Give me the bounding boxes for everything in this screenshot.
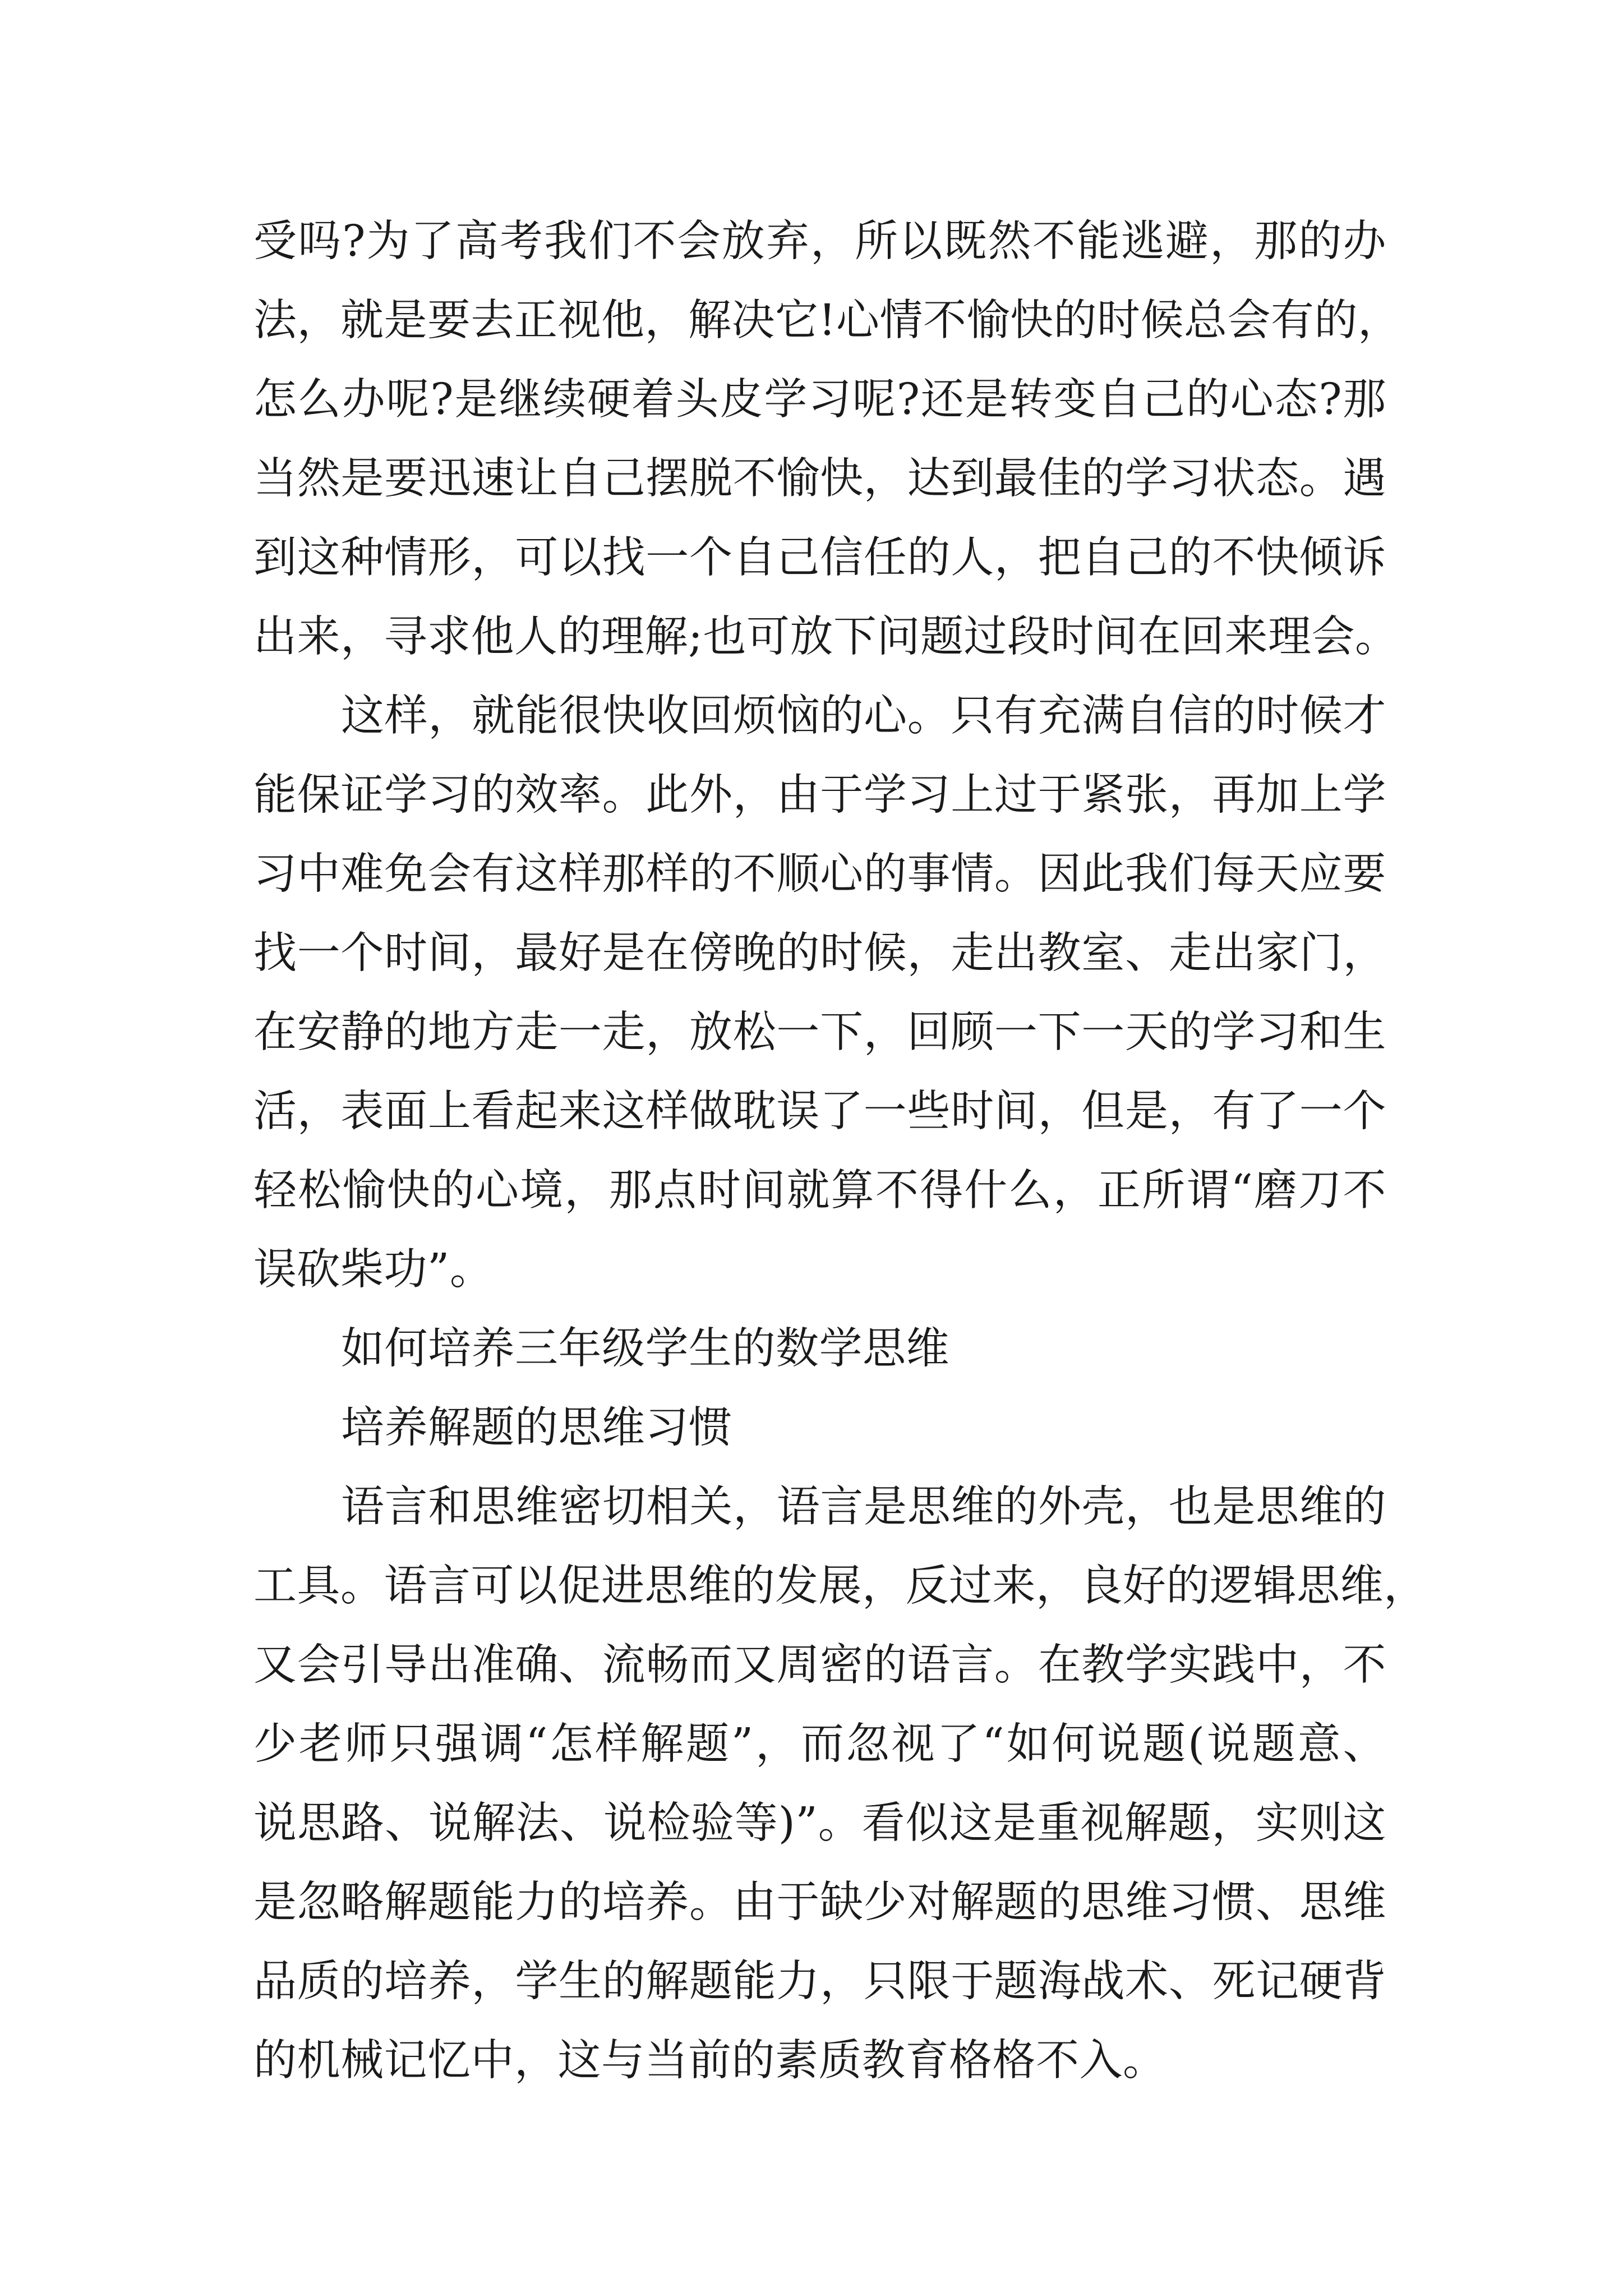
text-line: 又会引导出准确、流畅而又周密的语言。在教学实践中，不 (253, 1640, 1386, 1690)
text-line: 找一个时间，最好是在傍晚的时候，走出教室、走出家门， (253, 928, 1386, 978)
text-line: 习中难免会有这样那样的不顺心的事情。因此我们每天应要 (253, 849, 1386, 899)
text-line: 活，表面上看起来这样做耽误了一些时间，但是，有了一个 (253, 1087, 1386, 1137)
text-line: 说思路、说解法、说检验等)”。看似这是重视解题，实则这 (253, 1798, 1386, 1848)
text-line: 误砍柴功”。 (253, 1245, 494, 1295)
text-line: 是忽略解题能力的培养。由于缺少对解题的思维习惯、思维 (253, 1878, 1386, 1927)
text-line: 出来，寻求他人的理解;也可放下问题过段时间在回来理会。 (253, 612, 1399, 662)
text-line: 到这种情形，可以找一个自己信任的人，把自己的不快倾诉 (253, 533, 1386, 583)
paragraph-3 (253, 1467, 1427, 2100)
text-line: 法，就是要去正视他，解决它!心情不愉快的时候总会有的， (253, 296, 1401, 346)
text-line: 的机械记忆中，这与当前的素质教育格格不入。 (253, 2036, 1166, 2086)
paragraph-1 (253, 202, 1401, 677)
text-line: 这样，就能很快收回烦恼的心。只有充满自信的时候才 (341, 691, 1386, 741)
text-line: 当然是要迅速让自己摆脱不愉快，达到最佳的学习状态。遇 (253, 454, 1386, 504)
text-line: 在安静的地方走一走，放松一下，回顾一下一天的学习和生 (253, 1007, 1386, 1057)
section-heading: 如何培养三年级学生的数学思维 (341, 1324, 949, 1374)
document-body (253, 202, 1427, 2100)
paragraph-2 (253, 677, 1386, 1309)
text-line: 少老师只强调“怎样解题”，而忽视了“如何说题(说题意、 (253, 1719, 1386, 1769)
text-line: 品质的培养，学生的解题能力，只限于题海战术、死记硬背 (253, 1957, 1386, 2007)
text-line: 轻松愉快的心境，那点时间就算不得什么，正所谓“磨刀不 (253, 1166, 1386, 1216)
text-line: 能保证学习的效率。此外，由于学习上过于紧张，再加上学 (253, 770, 1386, 820)
text-line: 受吗?为了高考我们不会放弃，所以既然不能逃避，那的办 (253, 217, 1386, 266)
text-line: 语言和思维密切相关，语言是思维的外壳，也是思维的 (341, 1482, 1386, 1532)
text-line: 工具。语言可以促进思维的发展，反过来，良好的逻辑思维， (253, 1561, 1427, 1611)
text-line: 怎么办呢?是继续硬着头皮学习呢?还是转变自己的心态?那 (253, 375, 1386, 425)
subsection-heading: 培养解题的思维习惯 (341, 1403, 732, 1453)
